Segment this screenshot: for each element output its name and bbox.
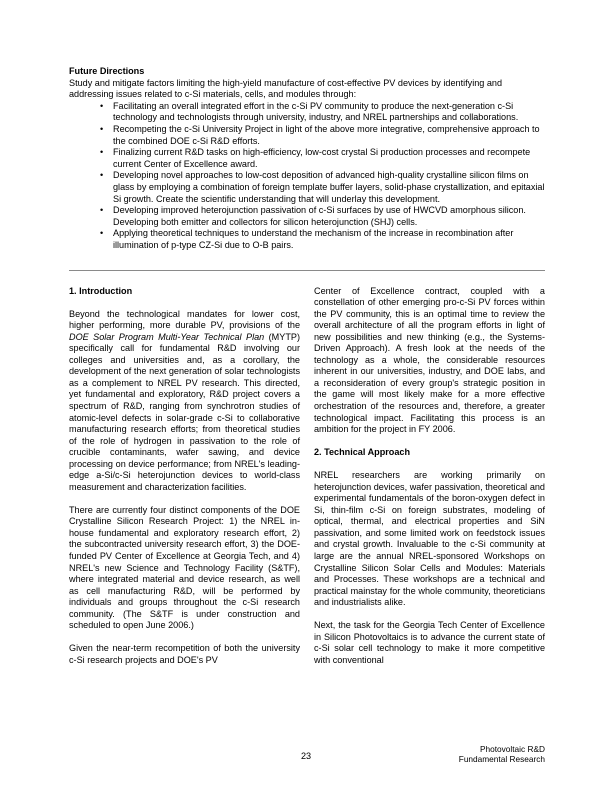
column-gap	[300, 286, 314, 667]
right-column	[314, 286, 545, 667]
introduction-heading: 1. Introduction	[69, 285, 133, 296]
introduction-paragraph-3: Given the near-term recompetition of both the university c-Si research projects and DOE's PV	[69, 643, 300, 665]
future-directions-section	[69, 66, 545, 252]
page-number: 23	[300, 751, 312, 761]
right-paragraph-3: Next, the task for the Georgia Tech Center of Excellence in Silicon Photovoltaics is to advance the current state of c-Si solar cell technology to make it more competitive with conventional	[314, 620, 545, 665]
list-item: • Developing improved heterojunction passivation of c-Si surfaces by use of HWCVD amorphous silicon. Developing both emitter and collectors for silicon heterojunction (SHJ) cells.	[69, 205, 545, 228]
footer-line-1: Photovoltaic R&D	[479, 744, 545, 754]
introduction-paragraph-1-part-1: Beyond the technological mandates for lower cost, higher performing, more durable PV, provisions of the	[69, 308, 300, 331]
right-paragraph-1: Center of Excellence contract, coupled with a constellation of other emerging pro-c-Si PV forces within the PV community, this is an optimal time to review the overall architecture of all the program efforts in light of new possibilities and new thinking (e.g., the Systems-Driven Approach). A fresh look at the needs of the technology as a whole, the considerable resources inherent in our universities, industry, and DOE labs, and a reconsideration of every group's strategic position in the game will most likely make for a more effective orchestration of the resources and, therefore, a greater technological impact. Facilitating this process is an ambition for the project in FY 2006.	[314, 285, 545, 435]
right-paragraph-2: NREL researchers are working primarily on heterojunction devices, wafer passivation, theoretical and experimental fundamentals of the boron-oxygen defect in Si, thin-film c-Si on foreign substrates, modeling of optical, thermal, and electrical properties and SiN passivation, and some limited work on feedstock issues and crystal growth. Invaluable to the c-Si community at large are the annual NREL-sponsored Workshops on Crystalline Silicon Solar Cells and Modules: Materials and Processes. These workshops are a technical and practical mainstay for the whole community, theoreticians and industrialists alike.	[314, 470, 545, 608]
section-divider	[69, 270, 545, 271]
introduction-paragraph-2: There are currently four distinct components of the DOE Crystalline Silicon Research Project: 1) the NREL in-house fundamental and exploratory research effort, 2) the subcontracted university research effort, 3) the DOE-funded PV Center of Excellence at Georgia Tech, and 4) NREL's new Science and Technology Facility (S&TF), where integrated material and device research, as well as cell manufacturing R&D, will be performed by individuals and groups throughout the c-Si research community. (The S&TF is under construction and scheduled to open June 2006.)	[69, 504, 300, 631]
list-item: • Recompeting the c-Si University Project in light of the above more integrative, comprehensive approach to the combined DOE c-Si R&D efforts.	[69, 124, 545, 147]
two-column-body	[69, 286, 545, 667]
list-item: • Facilitating an overall integrated effort in the c-Si PV community to produce the next-generation c-Si technology and technologists through university, industry, and NREL partnerships and collaborations.	[69, 101, 545, 124]
technical-approach-heading: 2. Technical Approach	[314, 447, 411, 458]
footer-right-text	[459, 744, 545, 765]
list-item: • Finalizing current R&D tasks on high-efficiency, low-cost crystal Si production processes and recompete current Center of Excellence award.	[69, 147, 545, 170]
future-directions-intro: Study and mitigate factors limiting the high-yield manufacture of cost-effective PV devices by identifying and addressing issues related to c-Si materials, cells, and modules through:	[69, 77, 503, 100]
page-content	[69, 66, 545, 666]
footer-line-2: Fundamental Research	[458, 754, 545, 765]
mytp-title-italic: DOE Solar Program Multi-Year Technical Plan	[69, 331, 265, 342]
introduction-paragraph-1	[69, 309, 300, 494]
future-directions-heading: Future Directions	[69, 66, 145, 76]
list-item: • Applying theoretical techniques to understand the mechanism of the increase in recombination after illumination of p-type CZ-Si due to O-B pairs.	[69, 228, 545, 251]
list-item: • Developing novel approaches to low-cost deposition of advanced high-quality crystalline silicon films on glass by employing a combination of foreign template buffer layers, solid-phase crystallization, and epitaxial Si growth. Create the scientific understanding that will underlay this development.	[69, 170, 545, 205]
introduction-paragraph-1-part-2: (MYTP) specifically call for fundamental R&D involving our colleges and universities and, as a corollary, the development of the next generation of solar technologists as a complement to NREL PV research. This directed, yet fundamental and exploratory, R&D project covers a spectrum of R&D, ranging from synchrotron studies of atomic-level defects in solar-grade c-Si to collaborative manufacturing research efforts; from theoretical studies of the role of hydrogen in passivation to the role of crucible contaminants, wafer sawing, and device processing on device performance; from NREL's leading-edge a-Si/c-Si heterojunction devices to world-class measurement and characterization facilities.	[69, 331, 300, 492]
future-directions-bullet-list	[69, 101, 545, 252]
left-column	[69, 286, 300, 667]
